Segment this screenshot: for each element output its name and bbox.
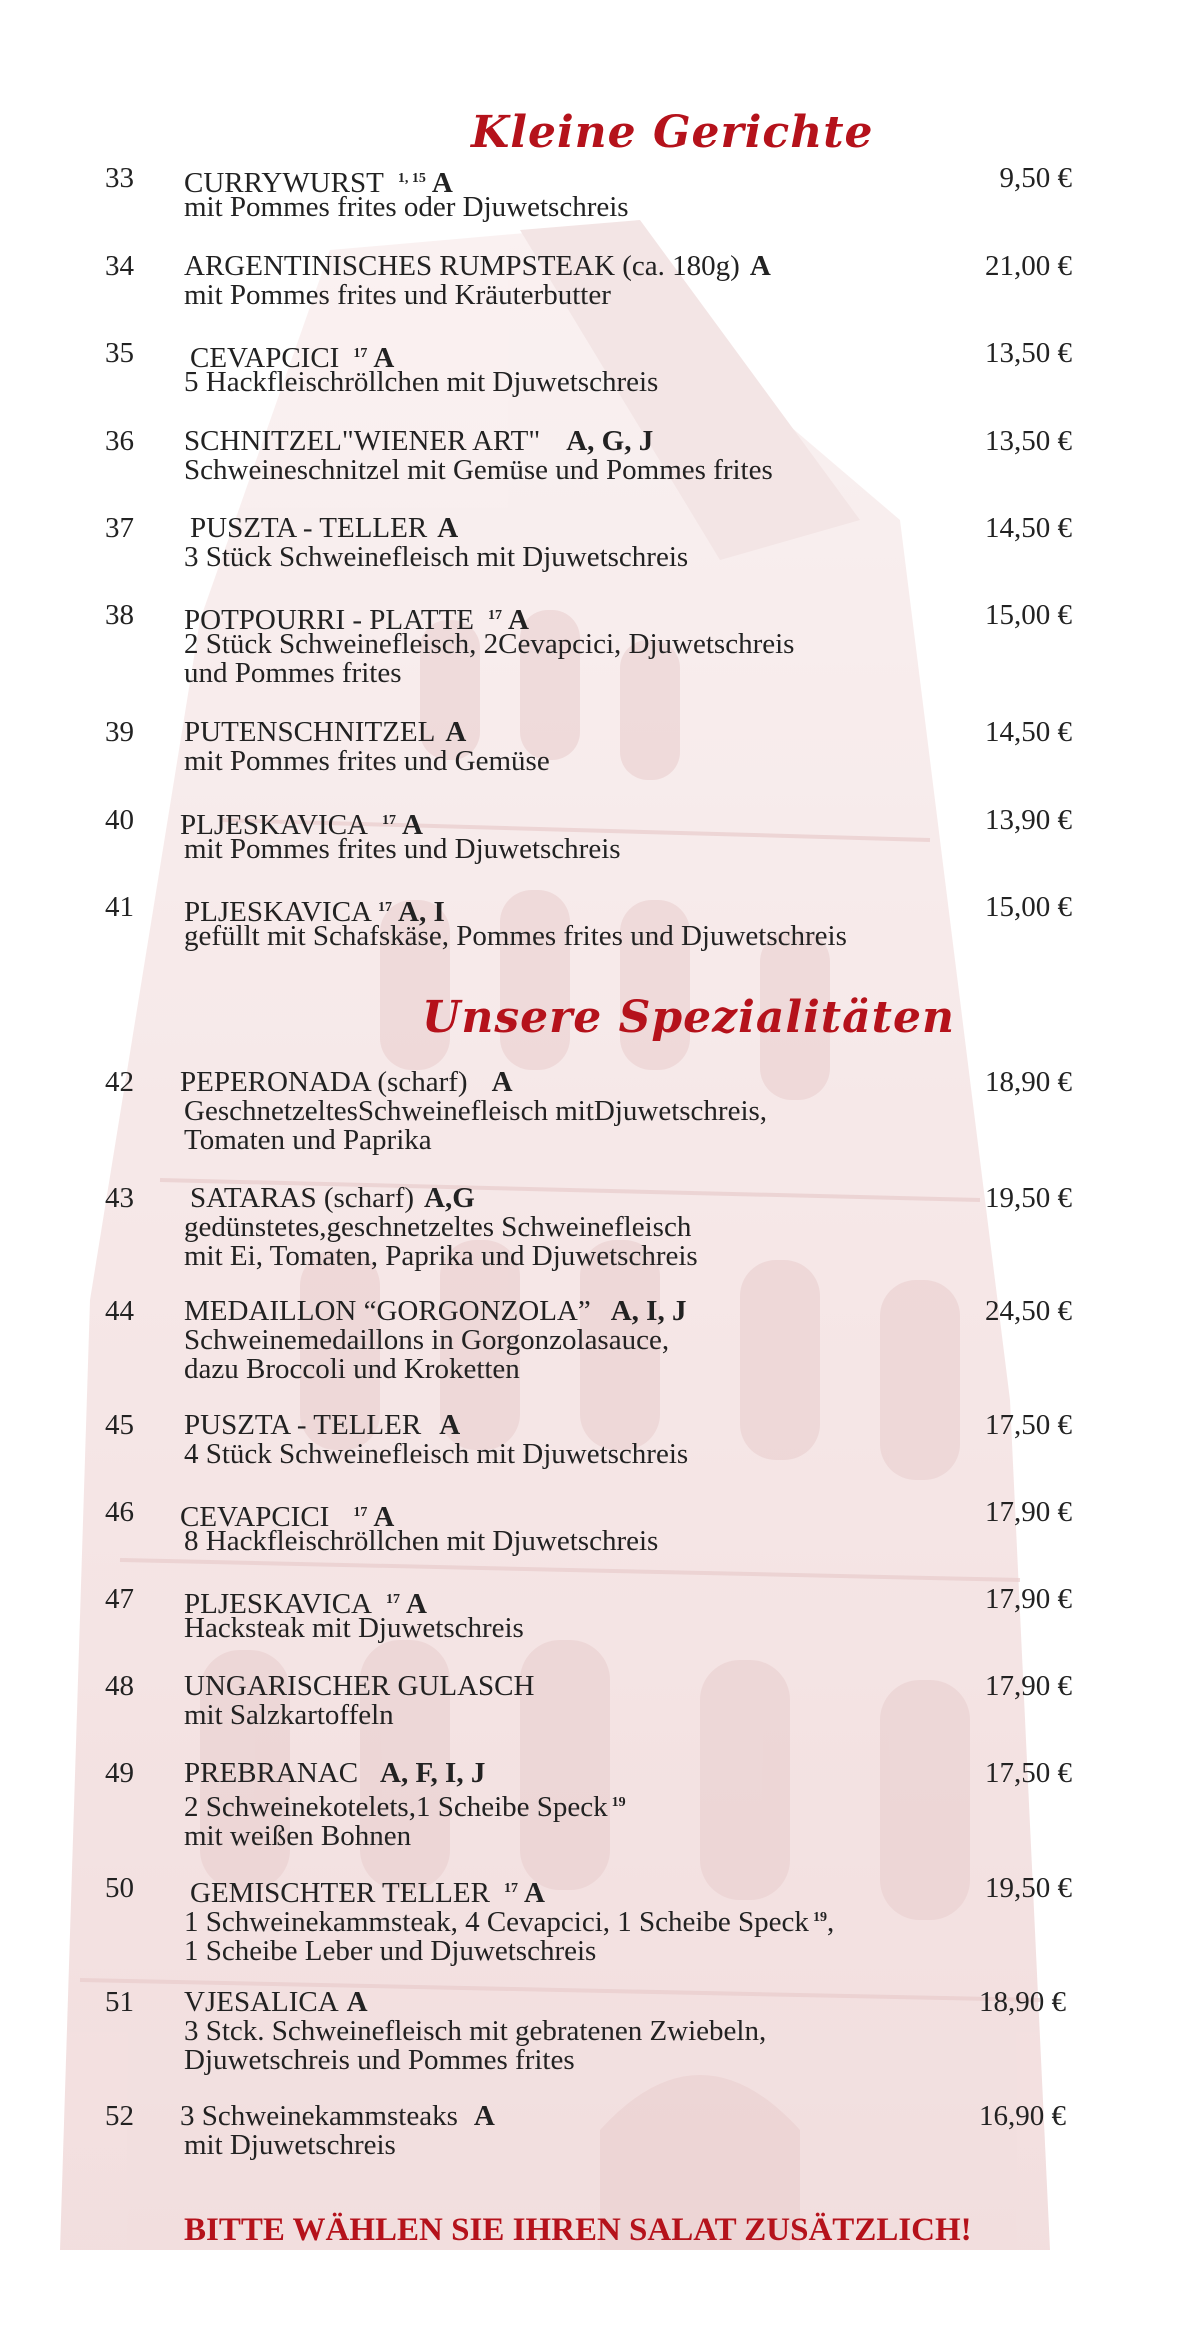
item-description: mit Pommes frites oder Djuwetschreis bbox=[184, 191, 629, 223]
item-number: 42 bbox=[105, 1066, 134, 1098]
item-title bbox=[184, 1759, 485, 1788]
item-number: 40 bbox=[105, 804, 134, 836]
item-number: 47 bbox=[105, 1583, 134, 1615]
item-description: GeschnetzeltesSchweinefleisch mitDjuwetschreis, Tomaten und Paprika bbox=[184, 1095, 768, 1156]
item-price: 13,90 € bbox=[985, 804, 1072, 836]
item-title bbox=[190, 1184, 475, 1213]
item-name: 3 Schweinekammsteaks bbox=[180, 2100, 458, 2132]
item-allergens: A bbox=[346, 1986, 368, 2018]
item-description: mit Pommes frites und Djuwetschreis bbox=[184, 833, 621, 865]
item-name: PLJESKAVICA bbox=[184, 896, 373, 928]
item-number: 37 bbox=[105, 512, 134, 544]
item-description: mit Pommes frites und Kräuterbutter bbox=[184, 279, 611, 311]
item-allergens: A bbox=[406, 1588, 427, 1620]
item-additive-numbers: 19 bbox=[812, 1910, 827, 1925]
item-additive-numbers: 17 bbox=[386, 1592, 401, 1607]
item-name: GEMISCHTER TELLER bbox=[190, 1877, 490, 1909]
item-description: mit Djuwetschreis bbox=[184, 2129, 396, 2161]
item-description: 4 Stück Schweinefleisch mit Djuwetschreis bbox=[184, 1438, 689, 1470]
item-allergens: A bbox=[402, 809, 423, 841]
item-price: 13,50 € bbox=[985, 337, 1072, 369]
item-name: PUSZTA - TELLER bbox=[184, 1409, 422, 1441]
item-allergens: A bbox=[473, 2100, 495, 2132]
item-title bbox=[180, 1068, 513, 1097]
item-name: POTPOURRI - PLATTE bbox=[184, 604, 475, 636]
item-additive-numbers: 17 bbox=[488, 608, 503, 623]
item-additive-numbers: 17 bbox=[378, 900, 393, 915]
item-price: 9,50 € bbox=[999, 162, 1072, 194]
item-number: 49 bbox=[105, 1757, 134, 1789]
item-description: 8 Hackfleischröllchen mit Djuwetschreis bbox=[184, 1525, 659, 1557]
item-number: 48 bbox=[105, 1670, 134, 1702]
item-price: 17,90 € bbox=[985, 1670, 1072, 1702]
item-number: 43 bbox=[105, 1182, 134, 1214]
item-price: 15,00 € bbox=[985, 599, 1072, 631]
item-price: 17,90 € bbox=[985, 1583, 1072, 1615]
item-name: CURRYWURST bbox=[184, 167, 384, 199]
item-description: 5 Hackfleischröllchen mit Djuwetschreis bbox=[184, 366, 659, 398]
item-name: SCHNITZEL"WIENER ART" bbox=[184, 425, 541, 457]
item-allergens: A bbox=[439, 1409, 461, 1441]
item-description: Hacksteak mit Djuwetschreis bbox=[184, 1612, 524, 1644]
item-price: 17,90 € bbox=[985, 1496, 1072, 1528]
item-name: PEPERONADA (scharf) bbox=[180, 1066, 468, 1098]
item-price: 18,90 € bbox=[985, 1066, 1072, 1098]
item-additive-numbers: 19 bbox=[611, 1795, 626, 1810]
item-additive-numbers: 17 bbox=[503, 1881, 518, 1896]
item-number: 46 bbox=[105, 1496, 134, 1528]
item-allergens: A bbox=[431, 167, 453, 199]
item-title bbox=[184, 718, 466, 747]
item-allergens: A bbox=[508, 604, 529, 636]
item-price: 18,90 € bbox=[979, 1986, 1066, 2018]
item-additive-numbers: 17 bbox=[382, 813, 397, 828]
item-name: ARGENTINISCHES RUMPSTEAK (ca. 180g) bbox=[184, 250, 740, 282]
item-description: 3 Stück Schweinefleisch mit Djuwetschreis bbox=[184, 541, 689, 573]
item-price: 13,50 € bbox=[985, 425, 1072, 457]
item-allergens: A, G, J bbox=[566, 425, 654, 457]
item-description: mit Salzkartoffeln bbox=[184, 1699, 394, 1731]
item-name: CEVAPCICI bbox=[190, 342, 340, 374]
item-number: 52 bbox=[105, 2100, 134, 2132]
item-description: gedünstetes,geschnetzeltes Schweinefleisch mit Ei, Tomaten, Paprika und Djuwetschreis bbox=[184, 1211, 698, 1272]
section-heading-kleine-gerichte: Kleine Gerichte bbox=[471, 107, 874, 158]
item-price: 17,50 € bbox=[985, 1409, 1072, 1441]
item-allergens: A bbox=[373, 1501, 395, 1533]
item-description: Schweinemedaillons in Gorgonzolasauce, dazu Broccoli und Kroketten bbox=[184, 1324, 670, 1385]
item-name: UNGARISCHER GULASCH bbox=[184, 1670, 535, 1702]
item-allergens: A, F, I, J bbox=[380, 1757, 486, 1789]
item-description: Schweineschnitzel mit Gemüse und Pommes frites bbox=[184, 454, 773, 486]
item-title bbox=[180, 2102, 495, 2131]
item-name: CEVAPCICI bbox=[180, 1501, 330, 1533]
item-description: mit Pommes frites und Gemüse bbox=[184, 745, 550, 777]
item-title bbox=[184, 1411, 460, 1440]
item-price: 15,00 € bbox=[985, 891, 1072, 923]
item-name: PLJESKAVICA bbox=[180, 809, 369, 841]
item-number: 44 bbox=[105, 1295, 134, 1327]
item-additive-numbers: 1, 15 bbox=[397, 171, 426, 186]
item-price: 16,90 € bbox=[979, 2100, 1066, 2132]
item-allergens: A bbox=[437, 512, 459, 544]
item-title bbox=[184, 427, 653, 456]
item-price: 21,00 € bbox=[985, 250, 1072, 282]
item-price: 19,50 € bbox=[985, 1182, 1072, 1214]
item-title bbox=[190, 514, 458, 543]
item-price: 17,50 € bbox=[985, 1757, 1072, 1789]
item-allergens: A, I bbox=[398, 896, 445, 928]
item-description: 2 Schweinekotelets,1 Scheibe Speck $^{19}$ mit weißen Bohnen bbox=[184, 1791, 626, 1852]
item-description: gefüllt mit Schafskäse, Pommes frites und Djuwetschreis bbox=[184, 920, 847, 952]
item-price: 19,50 € bbox=[985, 1872, 1072, 1904]
item-number: 45 bbox=[105, 1409, 134, 1441]
item-allergens: A,G bbox=[424, 1182, 475, 1214]
item-description: 2 Stück Schweinefleisch, 2Cevapcici, Djuwetschreis und Pommes frites bbox=[184, 628, 795, 689]
salad-notice: BITTE WÄHLEN SIE IHREN SALAT ZUSÄTZLICH! bbox=[184, 2212, 972, 2248]
item-name: SATARAS (scharf) bbox=[190, 1182, 415, 1214]
item-name: PREBRANAC bbox=[184, 1757, 359, 1789]
item-name: PLJESKAVICA bbox=[184, 1588, 373, 1620]
item-number: 41 bbox=[105, 891, 134, 923]
section-heading-unsere-spezialitaeten: Unsere Spezialitäten bbox=[422, 992, 955, 1043]
item-price: 24,50 € bbox=[985, 1295, 1072, 1327]
item-number: 51 bbox=[105, 1986, 134, 2018]
item-number: 36 bbox=[105, 425, 134, 457]
item-allergens: A bbox=[445, 716, 467, 748]
item-title bbox=[184, 252, 771, 281]
item-additive-numbers: 17 bbox=[353, 346, 368, 361]
item-number: 38 bbox=[105, 599, 134, 631]
item-price: 14,50 € bbox=[985, 716, 1072, 748]
item-name: PUTENSCHNITZEL bbox=[184, 716, 436, 748]
item-description: 3 Stck. Schweinefleisch mit gebratenen Zwiebeln, Djuwetschreis und Pommes frites bbox=[184, 2015, 767, 2076]
item-number: 34 bbox=[105, 250, 134, 282]
item-allergens: A bbox=[491, 1066, 513, 1098]
item-title bbox=[184, 1297, 686, 1326]
item-allergens: A bbox=[373, 342, 395, 374]
item-additive-numbers: 17 bbox=[353, 1505, 368, 1520]
item-allergens: A bbox=[749, 250, 771, 282]
item-number: 33 bbox=[105, 162, 134, 194]
item-name: MEDAILLON “GORGONZOLA” bbox=[184, 1295, 591, 1327]
item-title bbox=[184, 1988, 368, 2017]
item-name: VJESALICA bbox=[184, 1986, 339, 2018]
item-name: PUSZTA - TELLER bbox=[190, 512, 428, 544]
item-allergens: A bbox=[523, 1877, 545, 1909]
item-description: 1 Schweinekammsteak, 4 Cevapcici, 1 Scheibe Speck $^{19}$, 1 Scheibe Leber und Djuwetschreis bbox=[184, 1906, 835, 1967]
item-allergens: A, I, J bbox=[610, 1295, 687, 1327]
item-number: 39 bbox=[105, 716, 134, 748]
item-number: 35 bbox=[105, 337, 134, 369]
item-number: 50 bbox=[105, 1872, 134, 1904]
item-price: 14,50 € bbox=[985, 512, 1072, 544]
item-title bbox=[184, 1672, 534, 1701]
